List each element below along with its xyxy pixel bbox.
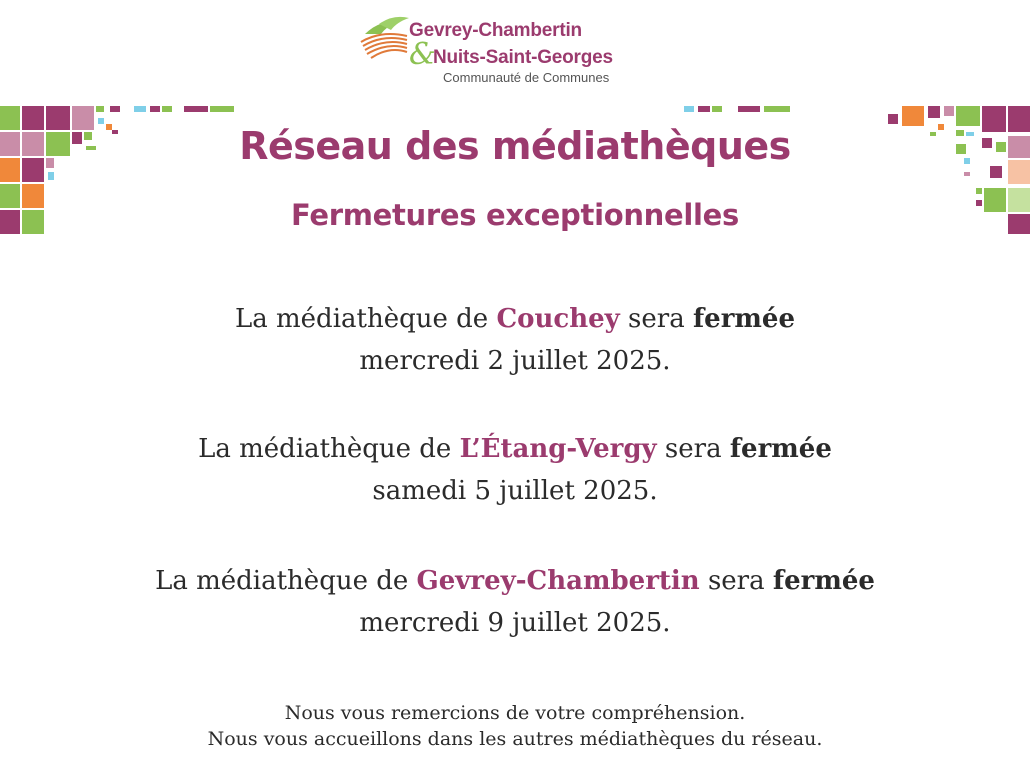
notice-date: samedi 5 juillet 2025.: [372, 476, 658, 506]
closure-notice-gevrey-chambertin: [0, 560, 1030, 644]
logo-text-communaute: Communauté de Communes: [443, 70, 610, 85]
notice-status: fermée: [692, 304, 795, 334]
notice-place: Gevrey-Chambertin: [416, 566, 700, 596]
page-subtitle: Fermetures exceptionnelles: [290, 198, 740, 232]
footer-welcome: Nous vous accueillons dans les autres médiathèques du réseau.: [207, 728, 823, 750]
notice-prefix: La médiathèque de: [155, 566, 417, 596]
notice-middle: sera: [656, 434, 730, 464]
notice-middle: sera: [619, 304, 693, 334]
top-right-strip: [684, 106, 790, 112]
notice-line: [0, 298, 1030, 340]
notice-date: mercredi 2 juillet 2025.: [359, 346, 671, 376]
notice-line: [0, 560, 1030, 602]
notice-place: Couchey: [496, 304, 620, 334]
logo-text-nuits: Nuits-Saint-Georges: [433, 47, 613, 68]
notice-status: fermée: [729, 434, 832, 464]
notice-status: fermée: [772, 566, 875, 596]
notice-line: [0, 428, 1030, 470]
footer-thanks: Nous vous remercions de votre compréhension.: [284, 702, 746, 724]
closure-notice-couchey: [0, 298, 1030, 382]
notice-prefix: La médiathèque de: [234, 304, 497, 334]
notice-middle: sera: [699, 566, 773, 596]
footer-message: [0, 700, 1030, 752]
notice-date: mercredi 9 juillet 2025.: [359, 608, 671, 638]
notice-place: L’Étang-Vergy: [459, 434, 657, 464]
logo-ampersand: &: [409, 37, 436, 72]
notice-prefix: La médiathèque de: [198, 434, 460, 464]
logo-text-gevrey: Gevrey-Chambertin: [409, 20, 582, 41]
page-title: Réseau des médiathèques: [239, 124, 791, 168]
logo: [357, 10, 677, 88]
closure-notice-etang-vergy: [0, 428, 1030, 512]
